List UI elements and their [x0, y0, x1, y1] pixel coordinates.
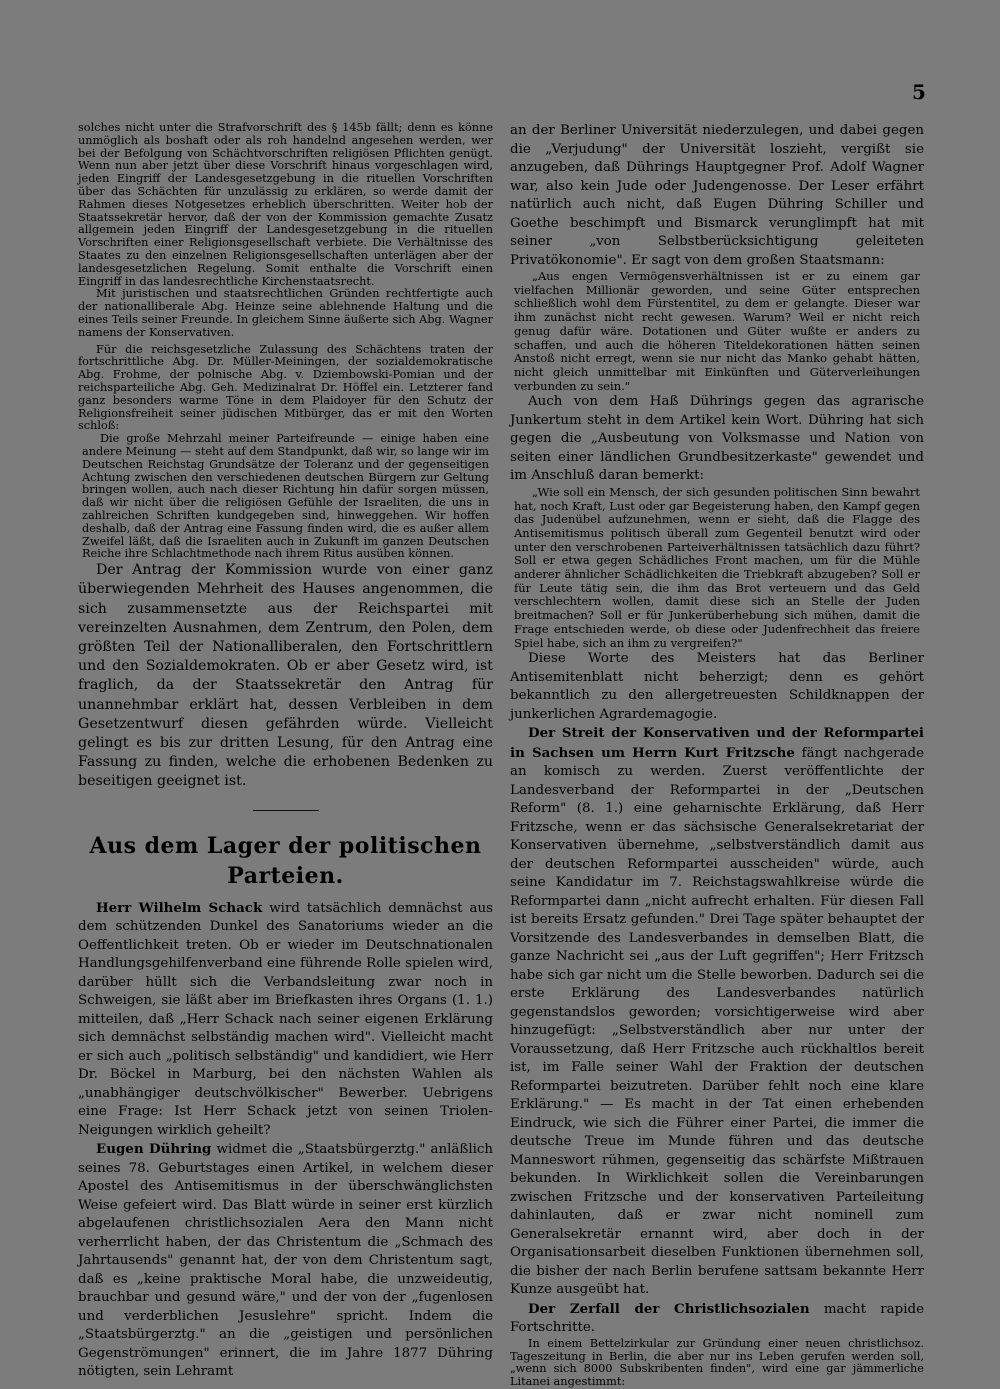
separator-rule [253, 810, 319, 811]
left-paragraph-2: Mit juristischen und staatsrechtlichen Gründen rechtfertigte auch der nationalliberale Abg. Heinze seine ablehnende Haltung und die eines Teils seiner Freunde. In gleichem Sinne äußerte sich Abg. Wagner namens der Konservativen. [78, 287, 493, 339]
right-quote-1: „Aus engen Vermögensverhältnissen ist er zu einem gar vielfachen Millionär geworden, und seine Güter entsprechen schließlich wohl dem Fürstentitel, zu dem er gelangte. Dieser war ihm zunächst nicht recht gewesen. Warum? Weil er nicht reich genug dafür wäre. Dotationen und Güter wußte er anders zu schaffen, und auch die höheren Titeldekorationen hätten seinen Anstoß nicht erregt, wenn sie nur nicht das Manko gehabt hätten, nicht gleich unmittelbar mit Einkünften und Güterverleihungen verbunden zu sein." [514, 269, 920, 393]
right-paragraph-5 [510, 1300, 924, 1338]
left-paragraph-6 [78, 1140, 493, 1382]
right-paragraph-4 [510, 724, 924, 1300]
left-paragraph-5 [78, 899, 493, 1141]
left-paragraph-5-body: wird tatsächlich demnächst aus dem schützenden Dunkel des Sanatoriums wieder an die Oeffentlichkeit treten. Ob er wieder im Deutschnationalen Handlungsgehilfenverband eine führende Rolle spielen wird, darüber hüllt sich die Verbandsleitung zwar noch in Schweigen, sie läßt aber im Briefkasten ihres Organs (1. 1.) mitteilen, daß „Herr Schack nach seiner eigenen Erklärung sich demnächst selbständig machen wird". Vielleicht macht er sich auch „politisch selbständig" und kandidiert, wie Herr Dr. Böckel in Marburg, bei den nächsten Wahlen als „unabhängiger deutschvölkischer" Bewerber. Uebrigens eine Frage: Ist Herr Schack jetzt von seinen Triolen-Neigungen wirklich geheilt? [78, 900, 493, 1138]
right-quote-2: „Wie soll ein Mensch, der sich gesunden politischen Sinn bewahrt hat, noch Kraft, Lust oder gar Begeisterung haben, den Kampf gegen das Judenübel aufzunehmen, wenn er sieht, daß die Flagge des Antisemitismus politisch überall zum Gegenteil benutzt wird oder unter den verschrobenen Parteiverhältnissen tatsächlich dazu führt? Soll er etwa gegen Schädliches Front machen, um für die Mühle anderer ähnlicher Schädlichkeiten die Triebkraft abzugeben? Soll er für Leute tätig sein, die ihm das Brot verteuern und das Geld verschlechtern wollen, damit diese sich an Stelle der Juden breitmachen? Soll er für Junkerüberhebung sich mühen, damit die Frage entschieden werde, ob diese oder Judenfrechheit das freiere Spiel habe, sich an ihm zu vergreifen?" [514, 484, 920, 650]
right-paragraph-6: In einem Bettelzirkular zur Gründung einer neuen christlichsoz. Tageszeitung in Berlin, die aber nur ins Leben gerufen werden soll, „wenn sich 8000 Subskribenten finden", wird eine gar jämmerliche Litanei angestimmt: [510, 1336, 924, 1389]
lead-eugen-duehring: Eugen Dühring [96, 1141, 212, 1158]
left-paragraph-3: Für die reichsgesetzliche Zulassung des Schächtens traten der fortschrittliche Abg. Dr. Müller-Meiningen, der sozialdemokratische Abg. Frohme, der polnische Abg. v. Dziembowski-Pomian und der reichsparteiliche Abg. Geh. Medizinalrat Dr. Höffel ein. Letzterer fand ganz besonders warme Töne in dem Plaidoyer für den Schutz der Religionsfreiheit seiner jüdischen Mitbürger, das er mit den Worten schloß: [78, 342, 493, 433]
right-paragraph-4-body: fängt nachgerade an komisch zu werden. Zuerst veröffentlichte der Landesverband der Reformpartei in der „Deutschen Reform" (8. 1.) eine geharnischte Erklärung, daß Herr Fritzsche, wenn er das sächsische Generalsekretariat der Konservativen übernehme, „selbstverständlich damit aus der deutschen Reformpartei ausscheiden" würde, auch seine Kandidatur im 7. Reichstagswahlkreise würde die Reformpartei dann „nicht aufrecht erhalten. Für diesen Fall ist bereits Ersatz gefunden." Drei Tage später behauptet der Vorsitzende des Landesverbandes in demselben Blatt, die ganze Nachricht sei „aus der Luft gegriffen"; Herr Fritzsch habe sich gar nicht um die Stelle beworben. Dadurch sei die erste Erklärung des Landesverbandes natürlich gegenstandslos geworden; vorsichtigerweise wird aber hinzugefügt: „Selbstverständlich aber nur unter der Voraussetzung, daß Herr Fritzsche auch rückhaltlos bereit ist, im Falle seiner Wahl der Fraktion der deutschen Reformpartei beizutreten. Darüber fehlt noch eine klare Erklärung." — Es macht in der Tat einen erhebenden Eindruck, wie sich die Führer einer Partei, die immer die deutsche Treue im Munde führen und das deutsche Manneswort rühmen, gegenseitig das schärfste Mißtrauen bekunden. In Wirklichkeit sollen die Vereinbarungen zwischen Fritzsche und der konservativen Parteileitung dahinlauten, daß er zwar nicht nominell zum Generalsekretär ernannt wird, aber doch in der Organisationsarbeit dieselben Funktionen übernehmen soll, die bisher der nach Berlin berufene sattsam bekannte Herr Kunze ausgeübt hat. [510, 745, 925, 1298]
right-paragraph-3: Diese Worte des Meisters hat das Berliner Antisemitenblatt nicht beherzigt; denn es gehört bekanntlich zu den allergetreuesten Schildknappen der junkerlichen Agrardemagogie. [510, 651, 924, 722]
lead-konservative-reformpartei: Der Streit der Konservativen und der Reformpartei in Sachsen um Herrn Kurt Fritzsche [510, 725, 924, 761]
right-paragraph-5-body: macht rapide Fortschritte. [510, 1301, 924, 1336]
right-column [510, 122, 924, 1389]
left-paragraph-6-body: widmet die „Staatsbürgerztg." anläßlich seines 78. Geburtstages einen Artikel, in welchem dieser Apostel des Antisemitismus in der überschwänglichsten Weise gefeiert wird. Das Blatt würde in seiner erst kürzlich abgelaufenen christlichsozialen Aera den Mann nicht verherrlicht haben, der das Christentum die „Schmach des Jahrtausends" genannt hat, der von dem Christentum sagt, daß es „keine praktische Moral habe, die unzweideutig, brauchbar und gesund wäre," und der von der „fugenlosen und verderblichen Jesuslehre" spricht. Indem die „Staatsbürgerztg." an die „geistigen und persönlichen Gegenströmungen" erinnert, die im Jahre 1877 Dühring nötigten, sein Lehramt [78, 1142, 494, 1380]
section-heading: Aus dem Lager der politischen Parteien. [89, 832, 482, 889]
left-paragraph-1: solches nicht unter die Strafvorschrift des § 145b fällt; denn es könne unmöglich als boshaft oder als roh handelnd angesehen werden, wer bei der Befolgung von Schächtvorschriften religiösen Pflichten genügt. Wenn nun aber jetzt über diese Vorschrift hinaus vorgeschlagen wird, jeden Eingriff der Landesgesetzgebung in die rituellen Vorschriften über das Schächten für unzulässig zu erklären, so werde damit der Rahmen dieses Notgesetzes erheblich überschritten. Weiter hob der Staatssekretär hervor, daß der von der Kommission gemachte Zusatz allgemein jeden Eingriff der Landesgesetzgebung in die rituellen Vorschriften einer Religionsgesellschaft verbiete. Die Verhältnisse des Staates zu den einzelnen Religionsgesellschaften unterlägen aber der landesgesetzlichen Regelung. Somit enthalte die Vorschrift einen Eingriff in das landesrechtliche Kirchenstaatsrecht. [78, 121, 493, 288]
lead-wilhelm-schack: Herr Wilhelm Schack [96, 899, 263, 916]
right-paragraph-2: Auch von dem Haß Dührings gegen das agrarische Junkertum steht in dem Artikel kein Wort. Dühring hat sich gegen die „Ausbeutung von Volksmasse und Nation von seiten einer ländlichen Grundbesitzerkaste" gewendet und im Anschluß daran bemerkt: [510, 394, 924, 484]
left-column [78, 122, 493, 1382]
right-paragraph-1: an der Berliner Universität niederzulegen, und dabei gegen die „Verjudung" der Universität loszieht, vergißt sie anzugeben, daß Dührings Hauptgegner Prof. Adolf Wagner war, also kein Jude oder Judengenosse. Der Leser erfährt natürlich auch nicht, daß Eugen Dühring Schiller und Goethe beschimpft und Bismarck verunglimpft hat mit seiner „von Selbstberücksichtigung geleiteten Privatökonomie". Er sagt von dem großen Staatsmann: [510, 123, 924, 268]
lead-christlichsoziale: Der Zerfall der Christlichsozialen [528, 1300, 810, 1317]
page-number: 5 [912, 80, 926, 104]
left-paragraph-4: Der Antrag der Kommission wurde von einer ganz überwiegenden Mehrheit des Hauses angenommen, die sich zusammensetzte aus der Reichspartei mit vereinzelten Ausnahmen, dem Zentrum, den Polen, dem größten Teil der Nationalliberalen, den Fortschrittlern und den Sozialdemokraten. Ob er aber Gesetz wird, ist fraglich, da der Staatssekretär den Antrag für unannehmbar erklärt hat, dessen Verbleiben in dem Gesetzentwurf diesen gefährden würde. Vielleicht gelingt es bis zur dritten Lesung, für den Antrag eine Fassung zu finden, welche die erhobenen Bedenken zu beseitigen geeignet ist. [78, 562, 493, 790]
left-quote: Die große Mehrzahl meiner Parteifreunde — einige haben eine andere Meinung — steht auf dem Standpunkt, daß wir, so lange wir im Deutschen Reichstag Grundsätze der Toleranz und der gegenseitigen Achtung zwischen den verschiedenen deutschen Bürgern zur Geltung bringen wollen, auch nach dieser Richtung hin dafür sorgen müssen, daß wir nicht über die religiösen Gefühle der Israeliten, die uns in zahlreichen Schriften kundgegeben sind, hinweggehen. Wir hoffen deshalb, daß der Antrag eine Fassung finden wird, die es außer allem Zweifel läßt, daß die Israeliten auch in Zukunft im ganzen Deutschen Reiche ihre Schlachtmethode nach ihrem Ritus ausüben können. [82, 432, 489, 561]
